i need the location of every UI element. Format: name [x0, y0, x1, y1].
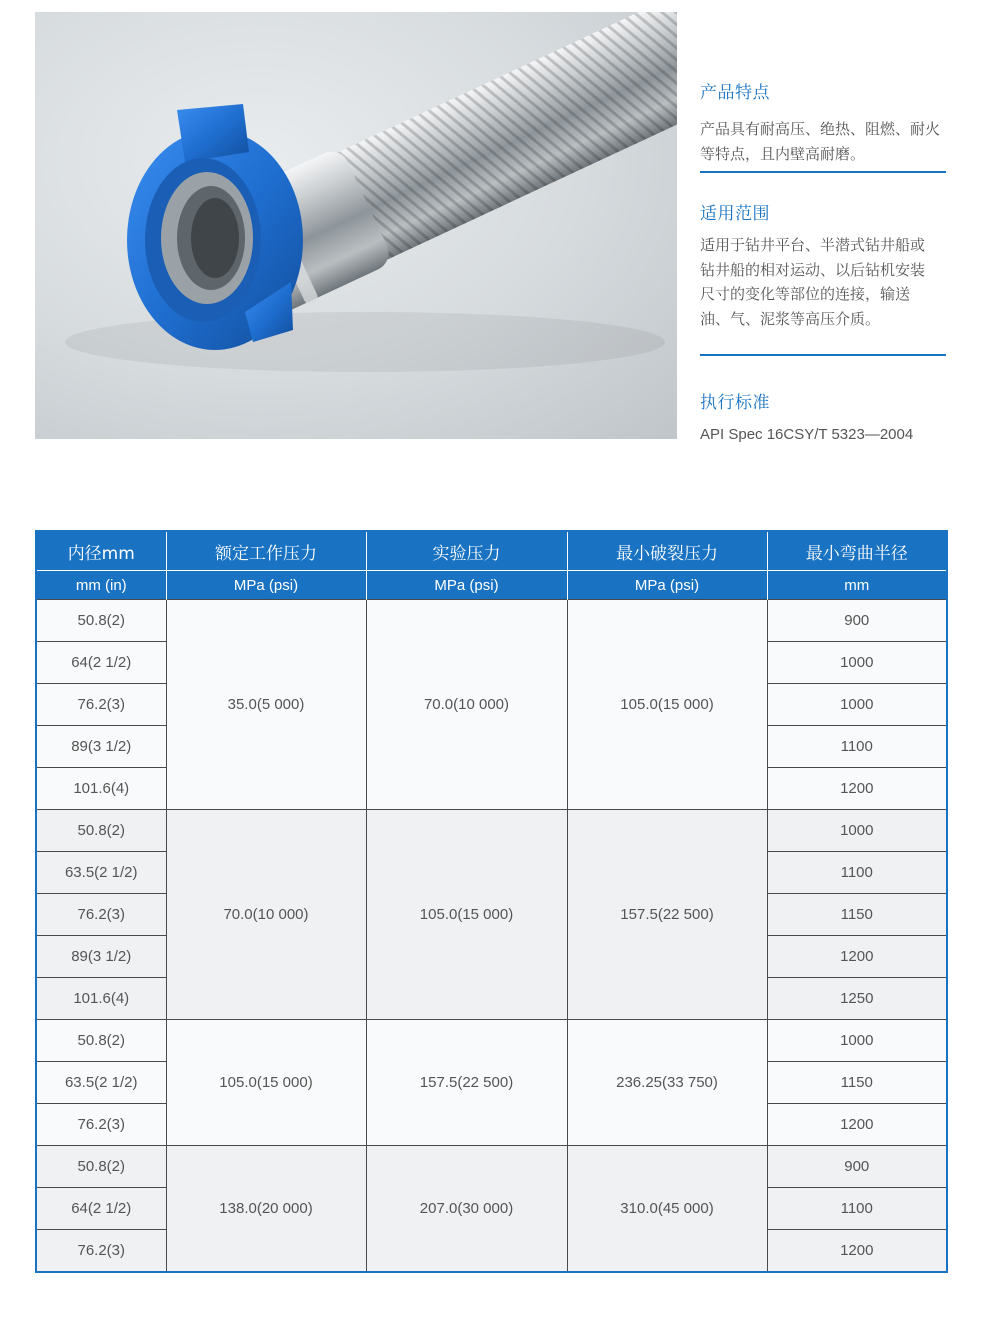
cell-bend-radius: 1200 — [767, 1104, 947, 1146]
cell-diameter: 50.8(2) — [36, 600, 166, 642]
range-line: 钻井船的相对运动、以后钻机安装 — [700, 260, 926, 279]
range-line: 油、气、泥浆等高压介质。 — [700, 309, 881, 328]
unit-inner-diameter: mm (in) — [36, 571, 166, 600]
cell-bend-radius: 1200 — [767, 1230, 947, 1273]
cell-test-pressure: 70.0(10 000) — [366, 600, 567, 810]
features-title: 产品特点 — [700, 83, 770, 103]
cell-bend-radius: 1150 — [767, 894, 947, 936]
cell-diameter: 101.6(4) — [36, 978, 166, 1020]
features-line: 等特点，且内壁高耐磨。 — [700, 144, 866, 163]
cell-burst-pressure: 236.25(33 750) — [567, 1020, 767, 1146]
unit-test-pressure: MPa (psi) — [366, 571, 567, 600]
cell-burst-pressure: 310.0(45 000) — [567, 1146, 767, 1273]
cell-burst-pressure: 105.0(15 000) — [567, 600, 767, 810]
table-body — [36, 600, 947, 1273]
cell-diameter: 76.2(3) — [36, 1104, 166, 1146]
cell-bend-radius: 900 — [767, 1146, 947, 1188]
cell-diameter: 64(2 1/2) — [36, 1188, 166, 1230]
features-line: 产品具有耐高压、绝热、阻燃、耐火 — [700, 120, 941, 138]
application-range-section — [700, 199, 946, 331]
cell-working-pressure: 70.0(10 000) — [166, 810, 366, 1020]
cell-working-pressure: 35.0(5 000) — [166, 600, 366, 810]
coupling-nut — [127, 104, 303, 350]
cell-diameter: 63.5(2 1/2) — [36, 1062, 166, 1104]
cell-bend-radius: 1100 — [767, 726, 947, 768]
features-text — [700, 117, 946, 166]
table-row — [36, 1020, 947, 1062]
table-row — [36, 600, 947, 642]
cell-working-pressure: 105.0(15 000) — [166, 1020, 366, 1146]
cell-test-pressure: 105.0(15 000) — [366, 810, 567, 1020]
header-test-pressure: 实验压力 — [366, 531, 567, 571]
cell-diameter: 50.8(2) — [36, 1020, 166, 1062]
cell-diameter: 89(3 1/2) — [36, 936, 166, 978]
cell-bend-radius: 1200 — [767, 936, 947, 978]
cell-bend-radius: 900 — [767, 600, 947, 642]
range-line: 适用于钻井平台、半潜式钻井船或 — [700, 236, 926, 254]
range-title: 适用范围 — [700, 204, 770, 224]
cell-bend-radius: 1250 — [767, 978, 947, 1020]
cell-diameter: 76.2(3) — [36, 684, 166, 726]
cell-diameter: 89(3 1/2) — [36, 726, 166, 768]
cell-test-pressure: 157.5(22 500) — [366, 1020, 567, 1146]
unit-bend-radius: mm — [767, 571, 947, 600]
cell-bend-radius: 1200 — [767, 768, 947, 810]
cell-diameter: 64(2 1/2) — [36, 642, 166, 684]
header-burst-pressure: 最小破裂压力 — [567, 531, 767, 571]
cell-bend-radius: 1100 — [767, 1188, 947, 1230]
standard-text: API Spec 16CSY/T 5323—2004 — [700, 426, 914, 443]
unit-working-pressure: MPa (psi) — [166, 571, 366, 600]
header-working-pressure: 额定工作压力 — [166, 531, 366, 571]
cell-diameter: 76.2(3) — [36, 1230, 166, 1273]
header-inner-diameter: 内径mm — [36, 531, 166, 571]
cell-diameter: 50.8(2) — [36, 810, 166, 852]
table-header-row — [36, 531, 947, 571]
cell-diameter: 101.6(4) — [36, 768, 166, 810]
cell-working-pressure: 138.0(20 000) — [166, 1146, 366, 1273]
cell-bend-radius: 1000 — [767, 810, 947, 852]
range-text — [700, 233, 946, 331]
hose-illustration — [35, 12, 677, 439]
table-units-row — [36, 571, 947, 600]
unit-burst-pressure: MPa (psi) — [567, 571, 767, 600]
table-row — [36, 1146, 947, 1188]
cell-diameter: 50.8(2) — [36, 1146, 166, 1188]
cell-burst-pressure: 157.5(22 500) — [567, 810, 767, 1020]
cell-bend-radius: 1000 — [767, 1020, 947, 1062]
product-image — [35, 12, 677, 439]
cell-bend-radius: 1150 — [767, 1062, 947, 1104]
cell-bend-radius: 1100 — [767, 852, 947, 894]
cell-bend-radius: 1000 — [767, 642, 947, 684]
section-divider — [700, 354, 946, 356]
standard-section — [700, 388, 946, 448]
cell-bend-radius: 1000 — [767, 684, 947, 726]
range-line: 尺寸的变化等部位的连接，输送 — [700, 285, 911, 303]
standard-title: 执行标准 — [700, 393, 770, 413]
section-divider — [700, 171, 946, 173]
table-row — [36, 810, 947, 852]
header-bend-radius: 最小弯曲半径 — [767, 531, 947, 571]
features-section — [700, 78, 946, 166]
spec-table — [35, 530, 948, 1273]
cell-test-pressure: 207.0(30 000) — [366, 1146, 567, 1273]
cell-diameter: 63.5(2 1/2) — [36, 852, 166, 894]
cell-diameter: 76.2(3) — [36, 894, 166, 936]
